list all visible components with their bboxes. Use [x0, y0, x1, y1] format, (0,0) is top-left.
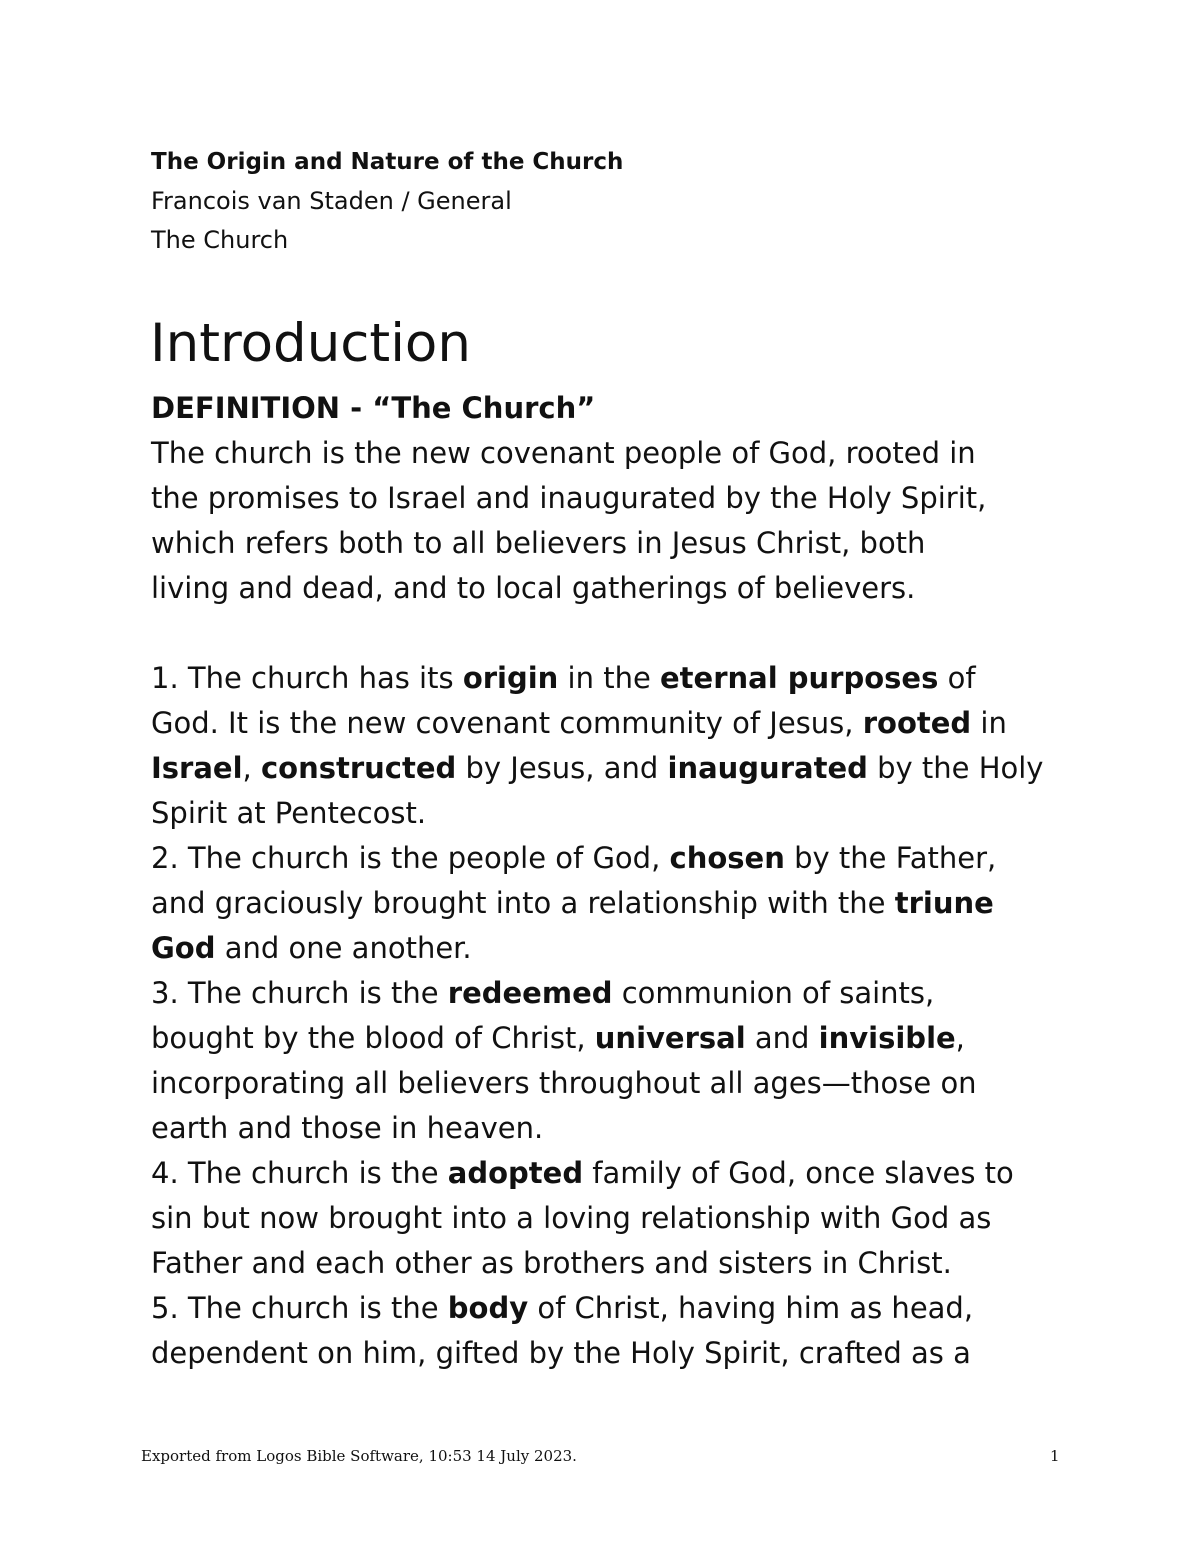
- bold-term: triune: [894, 886, 994, 920]
- bold-term: origin: [462, 661, 559, 695]
- point-line: [151, 746, 1071, 791]
- definition-line: which refers both to all believers in Jesus Christ, both: [151, 526, 926, 560]
- numbered-points-list: [151, 656, 1071, 1376]
- paragraph-spacer: [151, 611, 1071, 656]
- definition-label: DEFINITION - “The Church”: [151, 391, 596, 425]
- text-run: and: [745, 1021, 819, 1055]
- bold-term: adopted: [447, 1156, 584, 1190]
- page-number: 1: [1050, 1447, 1060, 1465]
- text-run: God. It is the new covenant community of Jesus,: [151, 706, 863, 740]
- point-line: [151, 1331, 1071, 1376]
- text-run: of Christ, having him as head,: [528, 1291, 974, 1325]
- bold-term: chosen: [669, 841, 785, 875]
- text-run: in the: [558, 661, 661, 695]
- text-run: ,: [955, 1021, 965, 1055]
- numbered-point: [151, 836, 1071, 971]
- text-run: by Jesus, and: [456, 751, 668, 785]
- text-run: 3. The church is the: [151, 976, 448, 1010]
- bold-term: constructed: [260, 751, 457, 785]
- text-run: communion of saints,: [612, 976, 935, 1010]
- bold-term: body: [447, 1291, 529, 1325]
- definition-line: living and dead, and to local gatherings of believers.: [151, 571, 916, 605]
- text-run: bought by the blood of Christ,: [151, 1021, 595, 1055]
- point-line: [151, 926, 1071, 971]
- point-line: [151, 656, 1071, 701]
- text-run: incorporating all believers throughout all ages—those on: [151, 1066, 977, 1100]
- text-run: 2. The church is the people of God,: [151, 841, 670, 875]
- text-run: 5. The church is the: [151, 1291, 448, 1325]
- section-heading: Introduction: [150, 313, 471, 374]
- bold-term: redeemed: [447, 976, 613, 1010]
- point-line: [151, 1151, 1071, 1196]
- bold-term: eternal purposes: [660, 661, 939, 695]
- text-run: of: [938, 661, 976, 695]
- point-line: [151, 836, 1071, 881]
- point-line: [151, 1286, 1071, 1331]
- bold-term: rooted: [862, 706, 972, 740]
- bold-term: universal: [594, 1021, 746, 1055]
- text-run: family of God, once slaves to: [583, 1156, 1014, 1190]
- definition-line: the promises to Israel and inaugurated by the Holy Spirit,: [151, 481, 987, 515]
- text-run: and one another.: [215, 931, 472, 965]
- numbered-point: [151, 971, 1071, 1151]
- text-run: earth and those in heaven.: [151, 1111, 544, 1145]
- point-line: [151, 881, 1071, 926]
- point-line: [151, 1196, 1071, 1241]
- bold-term: inaugurated: [667, 751, 868, 785]
- numbered-point: [151, 1151, 1071, 1286]
- text-run: ,: [242, 751, 261, 785]
- point-line: [151, 971, 1071, 1016]
- numbered-point: [151, 656, 1071, 836]
- point-line: [151, 1106, 1071, 1151]
- text-run: and graciously brought into a relationship with the: [151, 886, 895, 920]
- document-title: The Origin and Nature of the Church: [151, 149, 624, 175]
- point-line: [151, 791, 1071, 836]
- export-footer-note: Exported from Logos Bible Software, 10:53 14 July 2023.: [141, 1447, 577, 1465]
- text-run: 1. The church has its: [151, 661, 463, 695]
- document-header: [151, 143, 623, 260]
- point-line: [151, 1016, 1071, 1061]
- definition-paragraph: [151, 431, 1071, 611]
- text-run: 4. The church is the: [151, 1156, 448, 1190]
- numbered-point: [151, 1286, 1071, 1376]
- author-line: Francois van Staden / General: [151, 187, 512, 215]
- bold-term: God: [151, 931, 216, 965]
- text-run: Spirit at Pentecost.: [151, 796, 427, 830]
- section-content: [151, 386, 1071, 1376]
- text-run: in: [971, 706, 1007, 740]
- point-line: [151, 701, 1071, 746]
- document-category: The Church: [151, 226, 289, 254]
- text-run: by the Holy: [867, 751, 1044, 785]
- point-line: [151, 1061, 1071, 1106]
- text-run: by the Father,: [784, 841, 997, 875]
- definition-line: The church is the new covenant people of God, rooted in: [151, 436, 976, 470]
- bold-term: invisible: [818, 1021, 956, 1055]
- text-run: dependent on him, gifted by the Holy Spirit, crafted as a: [151, 1336, 971, 1370]
- text-run: sin but now brought into a loving relationship with God as: [151, 1201, 992, 1235]
- bold-term: Israel: [151, 751, 243, 785]
- point-line: [151, 1241, 1071, 1286]
- text-run: Father and each other as brothers and sisters in Christ.: [151, 1246, 952, 1280]
